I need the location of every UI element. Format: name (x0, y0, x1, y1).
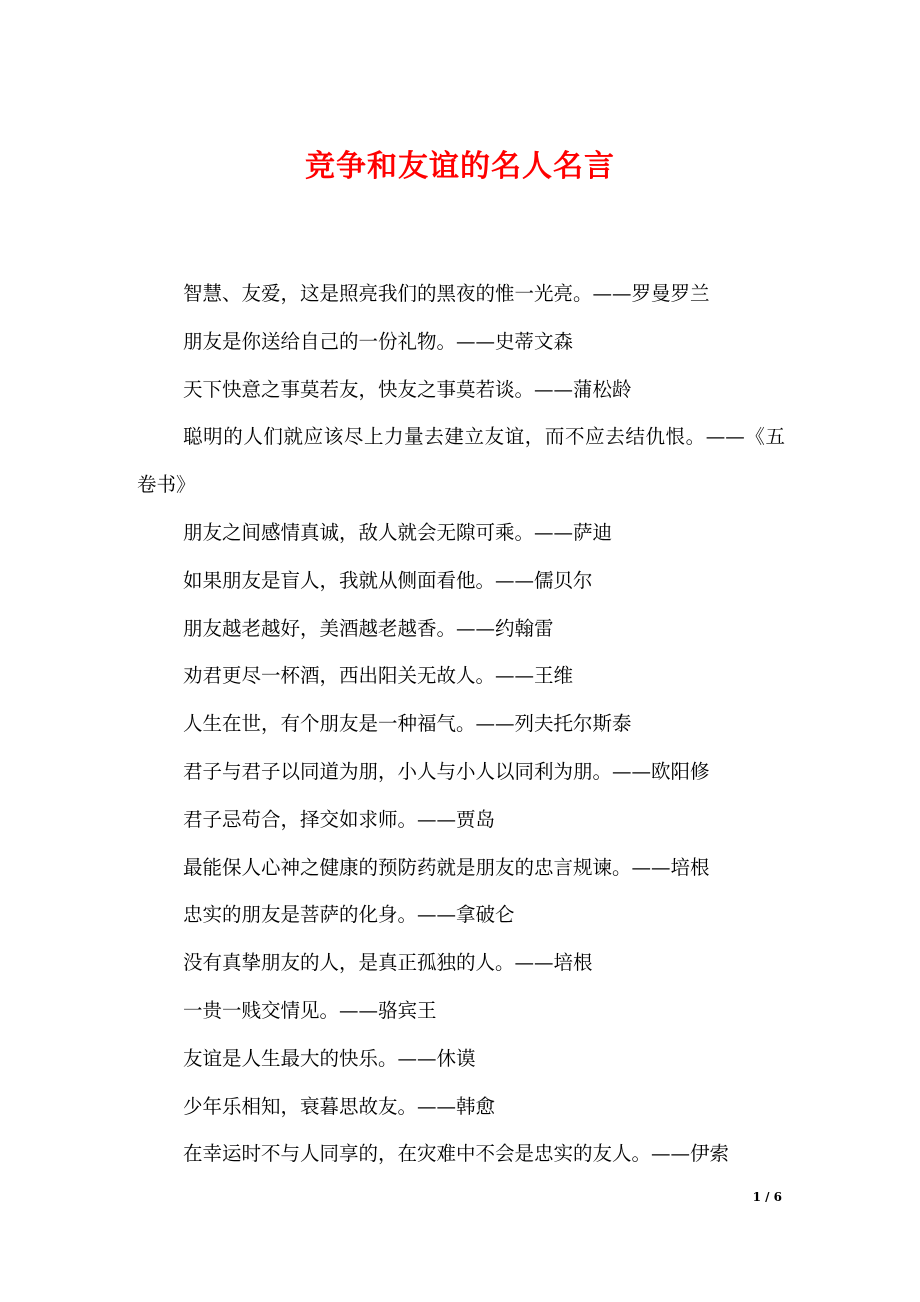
quote-paragraph: 君子与君子以同道为朋，小人与小人以同利为朋。——欧阳修 (183, 759, 710, 783)
quote-paragraph: 如果朋友是盲人，我就从侧面看他。——儒贝尔 (183, 568, 593, 592)
quote-paragraph: 没有真挚朋友的人，是真正孤独的人。——培根 (183, 951, 593, 975)
quote-paragraph: 友谊是人生最大的快乐。——休谟 (183, 1046, 476, 1070)
quote-paragraph: 少年乐相知，衰暮思故友。——韩愈 (183, 1094, 496, 1118)
page-number: 1 / 6 (752, 1190, 782, 1204)
quote-paragraph: 一贵一贱交情见。——骆宾王 (183, 998, 437, 1022)
quote-paragraph: 聪明的人们就应该尽上力量去建立友谊，而不应去结仇恨。——《五卷书》 (137, 425, 785, 497)
quote-paragraph: 天下快意之事莫若友，快友之事莫若谈。——蒲松龄 (183, 377, 632, 401)
quote-paragraph: 最能保人心神之健康的预防药就是朋友的忠言规谏。——培根 (183, 855, 710, 879)
quote-paragraph: 朋友越老越好，美酒越老越香。——约翰雷 (183, 616, 554, 640)
quote-list (137, 270, 785, 1178)
quote-paragraph: 智慧、友爱，这是照亮我们的黑夜的惟一光亮。——罗曼罗兰 (183, 282, 710, 305)
quote-paragraph: 忠实的朋友是菩萨的化身。——拿破仑 (183, 903, 515, 927)
quote-paragraph: 人生在世，有个朋友是一种福气。——列夫托尔斯泰 (183, 712, 632, 736)
quote-paragraph: 君子忌苟合，择交如求师。——贾岛 (183, 807, 496, 831)
quote-paragraph: 在幸运时不与人同享的，在灾难中不会是忠实的友人。——伊索 (183, 1142, 730, 1166)
quote-paragraph: 朋友之间感情真诚，敌人就会无隙可乘。——萨迪 (183, 520, 613, 544)
quote-paragraph: 劝君更尽一杯酒，西出阳关无故人。——王维 (183, 664, 574, 688)
quote-paragraph: 朋友是你送给自己的一份礼物。——史蒂文森 (183, 329, 574, 353)
page-title: 竞争和友谊的名人名言 (305, 149, 615, 184)
